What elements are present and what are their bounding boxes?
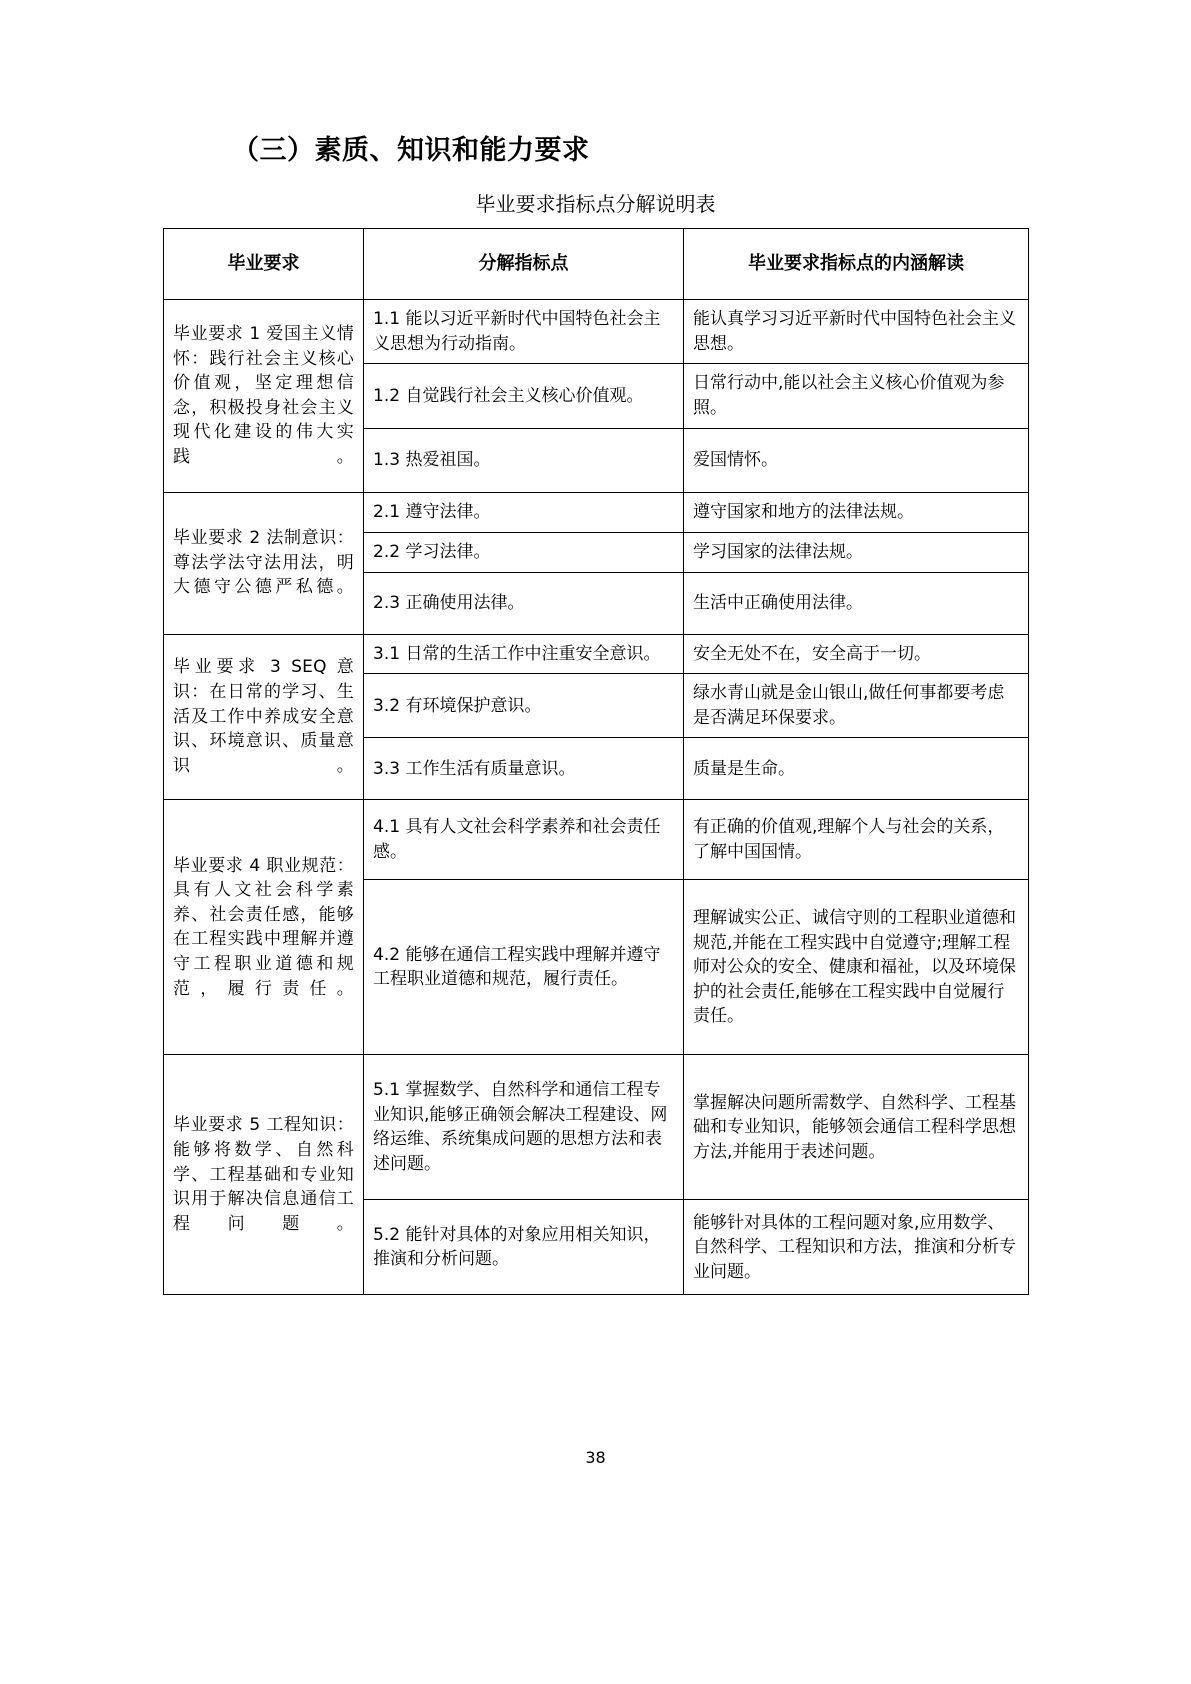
indicator-cell: 1.2 自觉践行社会主义核心价值观。 bbox=[364, 364, 684, 428]
indicator-cell: 1.3 热爱祖国。 bbox=[364, 428, 684, 492]
explanation-cell: 理解诚实公正、诚信守则的工程职业道德和规范,并能在工程实践中自觉遵守;理解工程师对公众的安全、健康和福祉，以及环境保护的社会责任,能够在工程实践中自觉履行责任。 bbox=[684, 880, 1029, 1055]
column-header-indicator: 分解指标点 bbox=[364, 229, 684, 300]
column-header-requirement: 毕业要求 bbox=[164, 229, 364, 300]
explanation-cell: 能够针对具体的工程问题对象,应用数学、自然科学、工程知识和方法，推演和分析专业问题。 bbox=[684, 1200, 1029, 1295]
table-header-row bbox=[164, 229, 1029, 300]
requirement-cell: 毕业要求 3 SEQ 意识：在日常的学习、生活及工作中养成安全意识、环境意识、质量意识。 bbox=[164, 634, 364, 800]
table-row bbox=[164, 1055, 1029, 1200]
indicator-cell: 4.2 能够在通信工程实践中理解并遵守工程职业道德和规范，履行责任。 bbox=[364, 880, 684, 1055]
explanation-cell: 质量是生命。 bbox=[684, 738, 1029, 800]
indicator-cell: 2.1 遵守法律。 bbox=[364, 492, 684, 532]
explanation-cell: 掌握解决问题所需数学、自然科学、工程基础和专业知识，能够领会通信工程科学思想方法,并能用于表述问题。 bbox=[684, 1055, 1029, 1200]
indicator-cell: 2.2 学习法律。 bbox=[364, 532, 684, 572]
indicator-cell: 1.1 能以习近平新时代中国特色社会主义思想为行动指南。 bbox=[364, 300, 684, 364]
indicator-cell: 4.1 具有人文社会科学素养和社会责任感。 bbox=[364, 800, 684, 880]
requirement-cell: 毕业要求 1 爱国主义情怀：践行社会主义核心价值观，坚定理想信念，积极投身社会主义现代化建设的伟大实践。 bbox=[164, 300, 364, 493]
explanation-cell: 能认真学习习近平新时代中国特色社会主义思想。 bbox=[684, 300, 1029, 364]
indicator-cell: 3.1 日常的生活工作中注重安全意识。 bbox=[364, 634, 684, 674]
explanation-cell: 爱国情怀。 bbox=[684, 428, 1029, 492]
table-row bbox=[164, 800, 1029, 880]
table-row bbox=[164, 634, 1029, 674]
explanation-cell: 绿水青山就是金山银山,做任何事都要考虑是否满足环保要求。 bbox=[684, 674, 1029, 738]
page-number: 38 bbox=[585, 1448, 606, 1467]
requirement-cell: 毕业要求 4 职业规范：具有人文社会科学素养、社会责任感，能够在工程实践中理解并遵守工程职业道德和规范，履行责任。 bbox=[164, 800, 364, 1055]
column-header-explanation: 毕业要求指标点的内涵解读 bbox=[684, 229, 1029, 300]
page-title: （三）素质、知识和能力要求 bbox=[232, 135, 590, 166]
explanation-cell: 生活中正确使用法律。 bbox=[684, 572, 1029, 634]
explanation-cell: 安全无处不在，安全高于一切。 bbox=[684, 634, 1029, 674]
explanation-cell: 学习国家的法律法规。 bbox=[684, 532, 1029, 572]
indicator-cell: 3.3 工作生活有质量意识。 bbox=[364, 738, 684, 800]
explanation-cell: 遵守国家和地方的法律法规。 bbox=[684, 492, 1029, 532]
graduation-requirements-table bbox=[163, 228, 1029, 1295]
indicator-cell: 3.2 有环境保护意识。 bbox=[364, 674, 684, 738]
requirement-cell: 毕业要求 5 工程知识：能够将数学、自然科学、工程基础和专业知识用于解决信息通信工程问题。 bbox=[164, 1055, 364, 1295]
table-row bbox=[164, 300, 1029, 364]
explanation-cell: 日常行动中,能以社会主义核心价值观为参照。 bbox=[684, 364, 1029, 428]
indicator-cell: 5.2 能针对具体的对象应用相关知识，推演和分析问题。 bbox=[364, 1200, 684, 1295]
table-row bbox=[164, 492, 1029, 532]
indicator-cell: 2.3 正确使用法律。 bbox=[364, 572, 684, 634]
table-caption: 毕业要求指标点分解说明表 bbox=[475, 192, 716, 216]
requirement-cell: 毕业要求 2 法制意识：尊法学法守法用法，明大德守公德严私德。 bbox=[164, 492, 364, 634]
indicator-cell: 5.1 掌握数学、自然科学和通信工程专业知识,能够正确领会解决工程建设、网络运维、系统集成问题的思想方法和表述问题。 bbox=[364, 1055, 684, 1200]
explanation-cell: 有正确的价值观,理解个人与社会的关系，了解中国国情。 bbox=[684, 800, 1029, 880]
